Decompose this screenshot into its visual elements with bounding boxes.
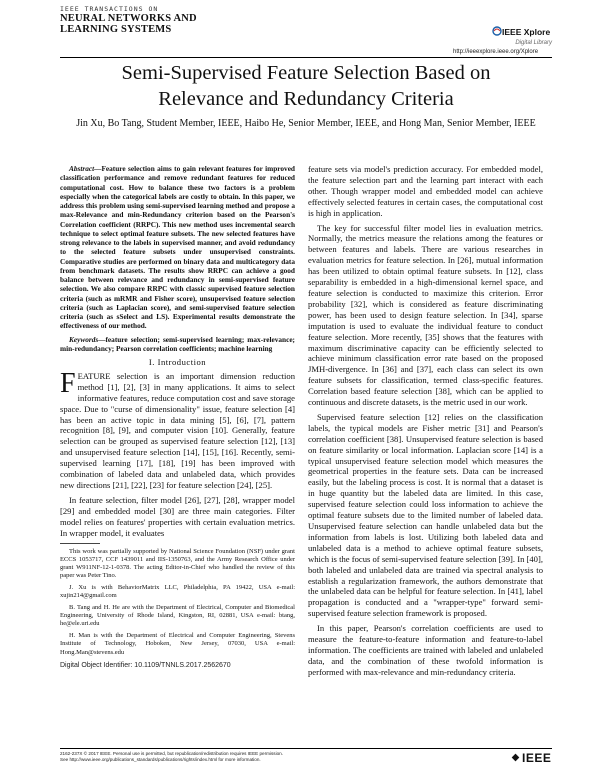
xplore-swirl-icon [492, 23, 502, 41]
ieee-diamond-icon [511, 749, 520, 767]
footnote-author-xu: J. Xu is with BehaviorMatrix LLC, Philadelphia, PA 19422, USA e-mail: xujin214@gmail.com [60, 583, 295, 599]
title-line2: Relevance and Redundancy Criteria [158, 88, 454, 110]
right-paragraph-2: The key for successful filter model lies in evaluation metrics. Normally, the metrics measure the relations among the features or between features and labels. There are various researches in evaluation metrics for feature selection. In [26], mutual information has been utilized to obtain optimal feature subsets. In [12], class separability is embedded in a high-dimensional kernel space, and feature selection is conducted to maximize this criterion. Error probability [32], which is considered as feature discriminating power, has been used to design feature selection. In [34], sparse imputation is used to evaluate the individual feature to conduct feature selection. More recently, [35] shows that the features with maximum discriminative capacity can be efficiently selected to achieve minimum classification error rate based on the proposed JMH-divergence. In [36] and [37], each class can select its own feature subsets for classification, termed class-specific features. Correlation based feature selection [38], which can be applied to continuous and discrete datasets, is the metric used in our work. [308, 222, 543, 408]
intro-paragraph-2: In feature selection, filter model [26], [27], [28], wrapper model [29] and embedded model [30] are three main categories. Filter model relies on features' properties with certain evaluation metrics. In wrapper model, it evaluates [60, 494, 295, 538]
right-paragraph-1: feature sets via model's prediction accuracy. For embedded model, the feature selection part and the learning part interact with each other. Though wrapper model and embedded model can achieve effectively selected features in certain cases, the computational cost is high in application. [308, 164, 543, 218]
ieee-logo [511, 751, 553, 765]
footnote-divider [60, 543, 100, 544]
abstract-text: —Feature selection aims to gain relevant features for improved classification performance and remove redundant features for reduced computational cost. How to balance these two factors is a problem especially when the categorical labels are costly to obtain. In this paper, we address this problem using semi-supervised learning method and propose a max-Relevance and min-Redundancy criterion based on the Pearson's Correlation coefficient (RRPC). This new method uses incremental search technique to select optimal feature subsets. The new selected features have strong relevance to the labels in supervised manner, and avoid redundancy to the selected feature subsets under unsupervised constraints. Comparative studies are performed on binary data and multicategory data from benchmark datasets. The results show RRPC can achieve a good balance between relevance and redundancy in semi-supervised feature selection. We also compare RRPC with classic supervised feature selection criteria (such as mRMR and Fisher score), unsupervised feature selection criteria (such as Laplacian score), and semi-supervised feature selection criteria (such as sSelect and LS). Experimental results demonstrate the effectiveness of our method. [60, 164, 295, 331]
ieee-xplore-logo [492, 23, 552, 46]
copyright-notice [60, 751, 480, 763]
ieee-wordmark: IEEE [522, 751, 552, 765]
header-divider [60, 57, 552, 58]
footnote-author-man: H. Man is with the Department of Electrical and Computer Engineering, Stevens Institute of Technology, Hoboken, New Jersey, 07030, USA e-mail: Hong.Man@stevens.edu [60, 632, 295, 656]
keywords-text: —feature selection; semi-supervised learning; max-relevance; min-redundancy; Pearson correlation coefficients; machine learning [60, 334, 295, 353]
right-paragraph-3: Supervised feature selection [12] relies on the classification labels, the typical models are Fisher metric [31] and Pearson's correlation coefficient [38]. Unsupervised feature selection is based on feature similarity or local information. Laplacian score [14] is a typical unsupervised feature selection model which measures the geometrical properties in the feature sets. Data can be increased easily, but the labeling process is cost. It is normal that a dataset is in huge quantity but the labeled data are limited. In this case, supervised feature selection could loss information to achieve the optimal feature subsets due to the limited number of labeled data. Unsupervised feature selection can handle unlabeled data but the information from labels is lost. Utilizing both labeled data and unlabeled data is a method to achieve optimal feature subsets, which is the focus of semi-supervised feature selection [39]. In [40], both labeled and unlabeled data are trained via spectral analysis to establish a regularization framework, the authors demonstrate that the unlabeled data can be helpful for feature selection. In [41], label propagation is conducted and a "wrapper-type" forward semi-supervised feature selection framework is proposed. [308, 411, 543, 619]
abstract [60, 164, 295, 331]
abstract-label: Abstract [69, 164, 95, 173]
journal-name-line2: LEARNING SYSTEMS [60, 24, 172, 35]
copyright-line1: 2162-237X © 2017 IEEE. Personal use is permitted, but republication/redistribution requires IEEE permission. [60, 751, 283, 756]
section-heading-introduction: I. Introduction [148, 357, 207, 367]
footnote-author-tang-he: B. Tang and H. He are with the Department of Electrical, Computer and Biomedical Engineering, University of Rhode Island, Kingston, RI, 02881, USA e-mail: btang, he@ele.uri.edu [60, 604, 295, 628]
left-column [60, 164, 295, 672]
keywords-label: Keywords [69, 334, 99, 344]
xplore-brand: IEEE Xplore [502, 27, 551, 37]
keywords [60, 335, 295, 354]
footer-divider [60, 748, 552, 749]
intro-paragraph-1-text: EATURE selection is an important dimension reduction method [1], [2], [3] in many applications. It aims to select informative features, reduce computation cost and save storage space. Due to "curse of dimensionality" issue, feature selection [4] has been an active topic in data mining [5], [6], [7], pattern recognition [8], [9], and computer vision [10]. Generally, feature selection can be grouped as supervised feature selection [12], [13] and unsupervised feature selection [14], [15], [16]. Recently, semi-supervised learning [17], [18], [19] has been improved with combination of labeled data and unlabeled data, which provides new directions [21], [22], [23] for feature selection [24], [25]. [60, 370, 295, 490]
journal-header [60, 5, 310, 35]
paper-title [60, 60, 552, 112]
xplore-url-link[interactable]: http://ieeexplore.ieee.org/Xplore [453, 49, 539, 55]
intro-paragraph-1 [60, 367, 295, 491]
right-paragraph-4: In this paper, Pearson's correlation coefficients are used to measure the feature-to-feature information and feature-to-label information. The coefficients are trained with labeled and unlabeled data, and the combination of these twofold information is performed with max-relevance and min-redundancy criteria. [308, 623, 543, 677]
title-line1: Semi-Supervised Feature Selection Based on [121, 62, 491, 84]
copyright-line2: See http://www.ieee.org/publications_standards/publications/rights/index.html for more information. [60, 757, 261, 762]
xplore-subtitle: Digital Library [515, 40, 552, 46]
journal-name-line1: NEURAL NETWORKS AND [60, 13, 197, 24]
author-list: Jin Xu, Bo Tang, Student Member, IEEE, Haibo He, Senior Member, IEEE, and Hong Man, Senior Member, IEEE [76, 118, 536, 129]
right-column [308, 164, 543, 682]
footnote-funding: This work was partially supported by National Science Foundation (NSF) under grant ECCS 1053717, CCF 1439011 and IIS-1350763, and the Army Research Office under grant W911NF-12-1-0378. The acting Editor-in-Chief who handled the review of this paper was Peter Tino. [60, 547, 295, 579]
doi-line: Digital Object Identifier: 10.1109/TNNLS.2017.2562670 [60, 661, 231, 669]
journal-transactions-label: IEEE TRANSACTIONS ON [60, 5, 159, 13]
drop-cap: F [60, 367, 76, 399]
